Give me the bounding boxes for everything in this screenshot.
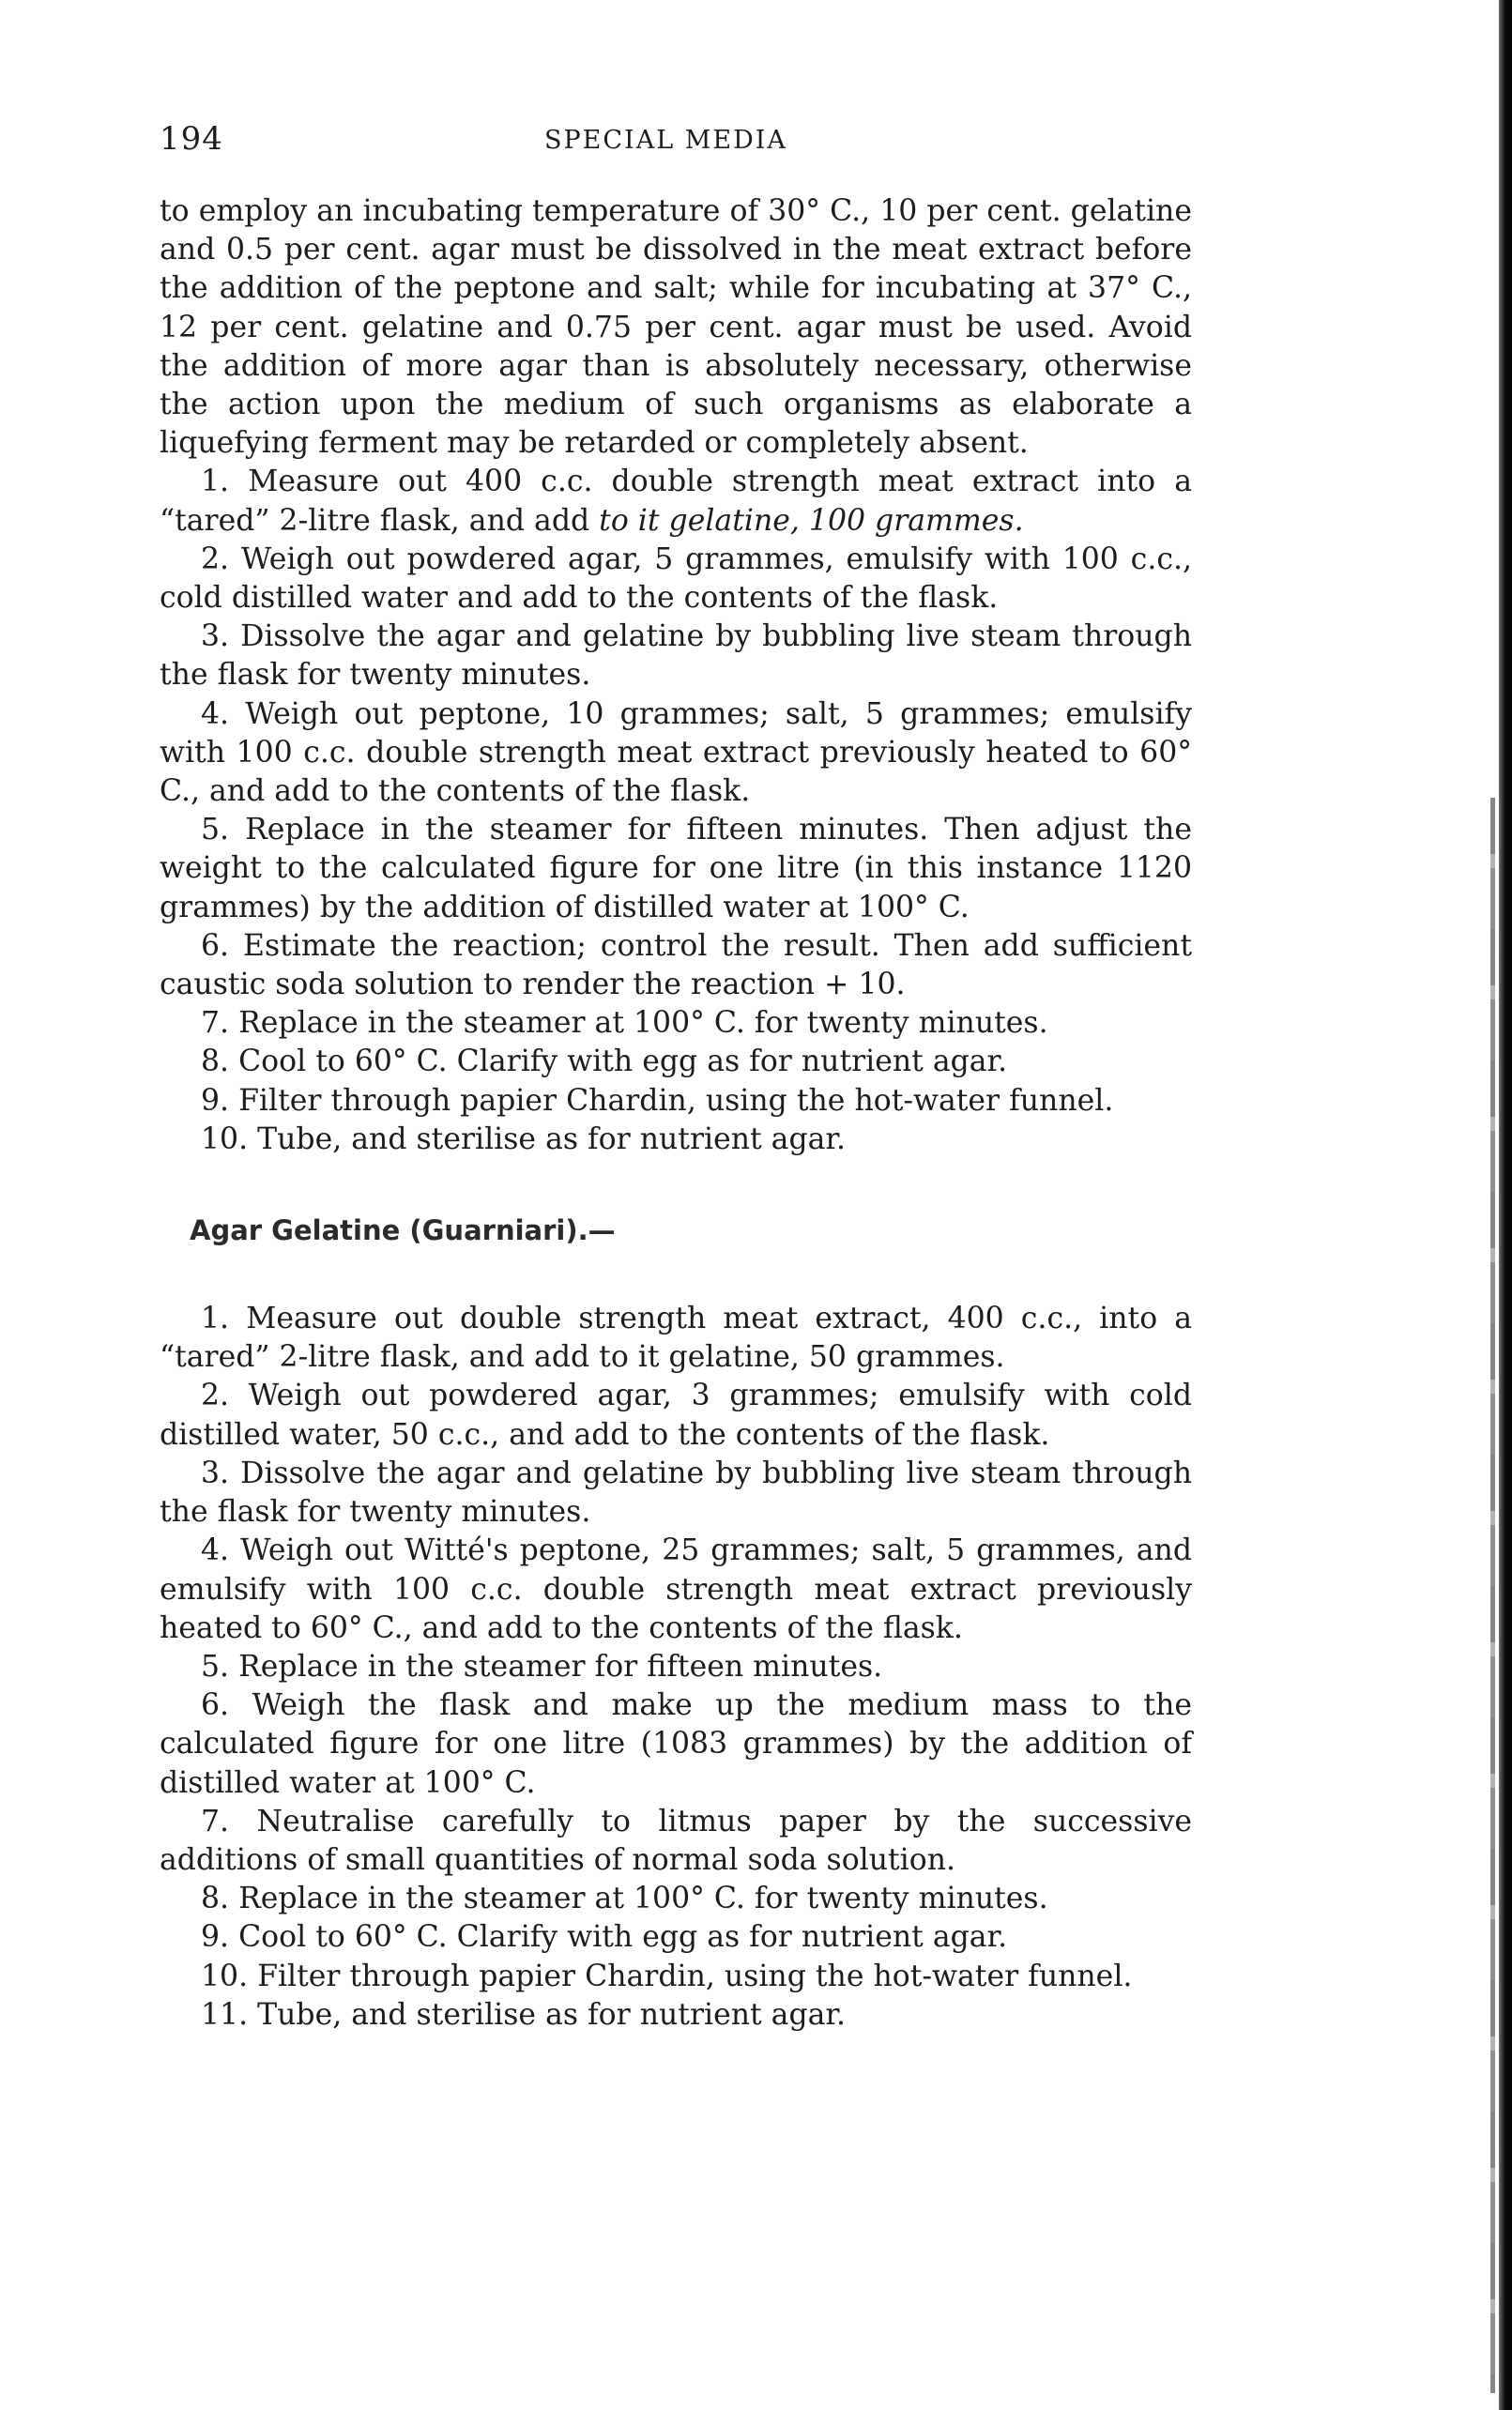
step-text: Replace in the steamer for fifteen minutes. Then adjust the weight to the calculated figure for one litre (in this instance 1120 grammes) by the addition of distilled water at 100° C. <box>160 813 1192 924</box>
step-text: Measure out double strength meat extract, 400 c.c., into a “tared” 2-litre flask, and add to it gelatine, 50 grammes. <box>160 1302 1192 1375</box>
procedure-step <box>160 1918 1192 1957</box>
procedure-step <box>160 1455 1192 1532</box>
step-text: Weigh out powdered agar, 5 grammes, emulsify with 100 c.c., cold distilled water and add to the contents of the flask. <box>160 541 1193 616</box>
step-number: 3. <box>201 1456 230 1490</box>
running-head: SPECIAL MEDIA <box>544 126 787 155</box>
step-text: Weigh out Witté's peptone, 25 grammes; salt, 5 grammes, and emulsify with 100 c.c. double strength meat extract previously heated to 60° C., and add to the contents of the flask. <box>160 1533 1192 1645</box>
step-text: Neutralise carefully to litmus paper by the successive additions of small quantities of normal soda solution. <box>160 1804 1193 1877</box>
step-number: 8. <box>201 1045 230 1079</box>
procedure-step <box>160 1648 1192 1686</box>
step-text: Weigh out powdered agar, 3 grammes; emulsify with cold distilled water, 50 c.c., and add to the contents of the flask. <box>160 1379 1193 1452</box>
step-number: 5. <box>201 1649 230 1684</box>
page-header <box>160 120 1192 161</box>
procedure-step <box>160 695 1192 812</box>
section-heading: Agar Gelatine (Guarniari).— <box>190 1214 616 1247</box>
procedure-step <box>160 618 1192 694</box>
step-text: Weigh out peptone, 10 grammes; salt, 5 grammes; emulsify with 100 c.c. double strength meat extract previously heated to 60° C., and add to the contents of the flask. <box>160 696 1192 809</box>
procedure-step <box>160 1121 1192 1159</box>
procedure-step <box>160 1996 1192 2035</box>
step-number: 1. <box>201 1302 230 1336</box>
procedure-step <box>160 1004 1192 1043</box>
step-number: 2. <box>201 1379 230 1413</box>
scan-shadow <box>1490 798 1495 2393</box>
step-number: 9. <box>201 1083 230 1118</box>
step-text: Cool to 60° C. Clarify with egg as for nutrient agar. <box>238 1045 1008 1079</box>
step-text: Filter through papier Chardin, using the hot-water funnel. <box>238 1083 1114 1118</box>
procedure-step <box>160 463 1192 540</box>
step-text: Cool to 60° C. Clarify with egg as for nutrient agar. <box>238 1920 1008 1955</box>
step-number: 4. <box>201 1533 230 1568</box>
step-number: 10. <box>201 1121 249 1156</box>
step-number: 9. <box>201 1920 230 1955</box>
step-text: Replace in the steamer at 100° C. for twenty minutes. <box>238 1882 1048 1916</box>
step-number: 1. <box>201 465 230 499</box>
procedure-step <box>160 927 1192 1004</box>
procedure-step <box>160 1300 1192 1377</box>
scan-binding-edge <box>1499 0 1512 2410</box>
page-body <box>160 192 1192 2035</box>
procedure-step <box>160 1377 1192 1454</box>
step-number: 6. <box>201 1688 230 1723</box>
procedure-step <box>160 541 1192 618</box>
step-number: 4. <box>201 696 230 731</box>
step-text: Dissolve the agar and gelatine by bubbling live steam through the flask for twenty minutes. <box>160 1456 1192 1530</box>
step-text: Measure out 400 c.c. double strength meat extract into a “tared” 2-litre flask, and add <box>160 465 1192 538</box>
step-text: Estimate the reaction; control the result. Then add sufficient caustic soda solution to render the reaction + 10. <box>160 928 1192 1002</box>
step-text: Dissolve the agar and gelatine by bubbling live steam through the flask for twenty minutes. <box>160 619 1192 693</box>
step-number: 2. <box>201 541 230 576</box>
step-number: 8. <box>201 1882 230 1916</box>
procedure-step <box>160 1803 1192 1880</box>
step-text: Filter through papier Chardin, using the hot-water funnel. <box>257 1959 1133 1993</box>
step-text-italic: to it gelatine, 100 grammes. <box>599 503 1024 538</box>
step-text: Weigh the flask and make up the medium mass to the calculated figure for one litre (1083 grammes) by the addition of distilled water at 100° C. <box>160 1688 1193 1800</box>
procedure-step <box>160 1958 1192 1996</box>
procedure-step <box>160 1686 1192 1803</box>
step-text: Tube, and sterilise as for nutrient agar. <box>257 1997 847 2032</box>
step-number: 7. <box>201 1006 230 1041</box>
page-number: 194 <box>160 120 223 158</box>
step-number: 5. <box>201 813 230 847</box>
procedure-step <box>160 1082 1192 1121</box>
step-text: Replace in the steamer at 100° C. for twenty minutes. <box>238 1006 1048 1041</box>
procedure-step <box>160 1043 1192 1081</box>
procedure-step <box>160 811 1192 927</box>
step-number: 11. <box>201 1997 249 2032</box>
step-number: 3. <box>201 619 230 654</box>
step-text: Replace in the steamer for fifteen minutes. <box>238 1649 883 1684</box>
intro-paragraph: to employ an incubating temperature of 30° C., 10 per cent. gelatine and 0.5 per cent. agar must be dissolved in the meat extract before the addition of the peptone and salt; while for incubating at 37° C., 12 per cent. gelatine and 0.75 per cent. agar must be used. Avoid the addition of more agar than is absolutely necessary, otherwise the action upon the medium of such organisms as elaborate a liquefying ferment may be retarded or completely absent. <box>160 194 1192 461</box>
step-number: 7. <box>201 1804 230 1838</box>
step-number: 6. <box>201 928 230 963</box>
step-text: Tube, and sterilise as for nutrient agar. <box>257 1121 847 1156</box>
procedure-step <box>160 1880 1192 1918</box>
step-number: 10. <box>201 1959 249 1993</box>
procedure-step <box>160 1532 1192 1648</box>
